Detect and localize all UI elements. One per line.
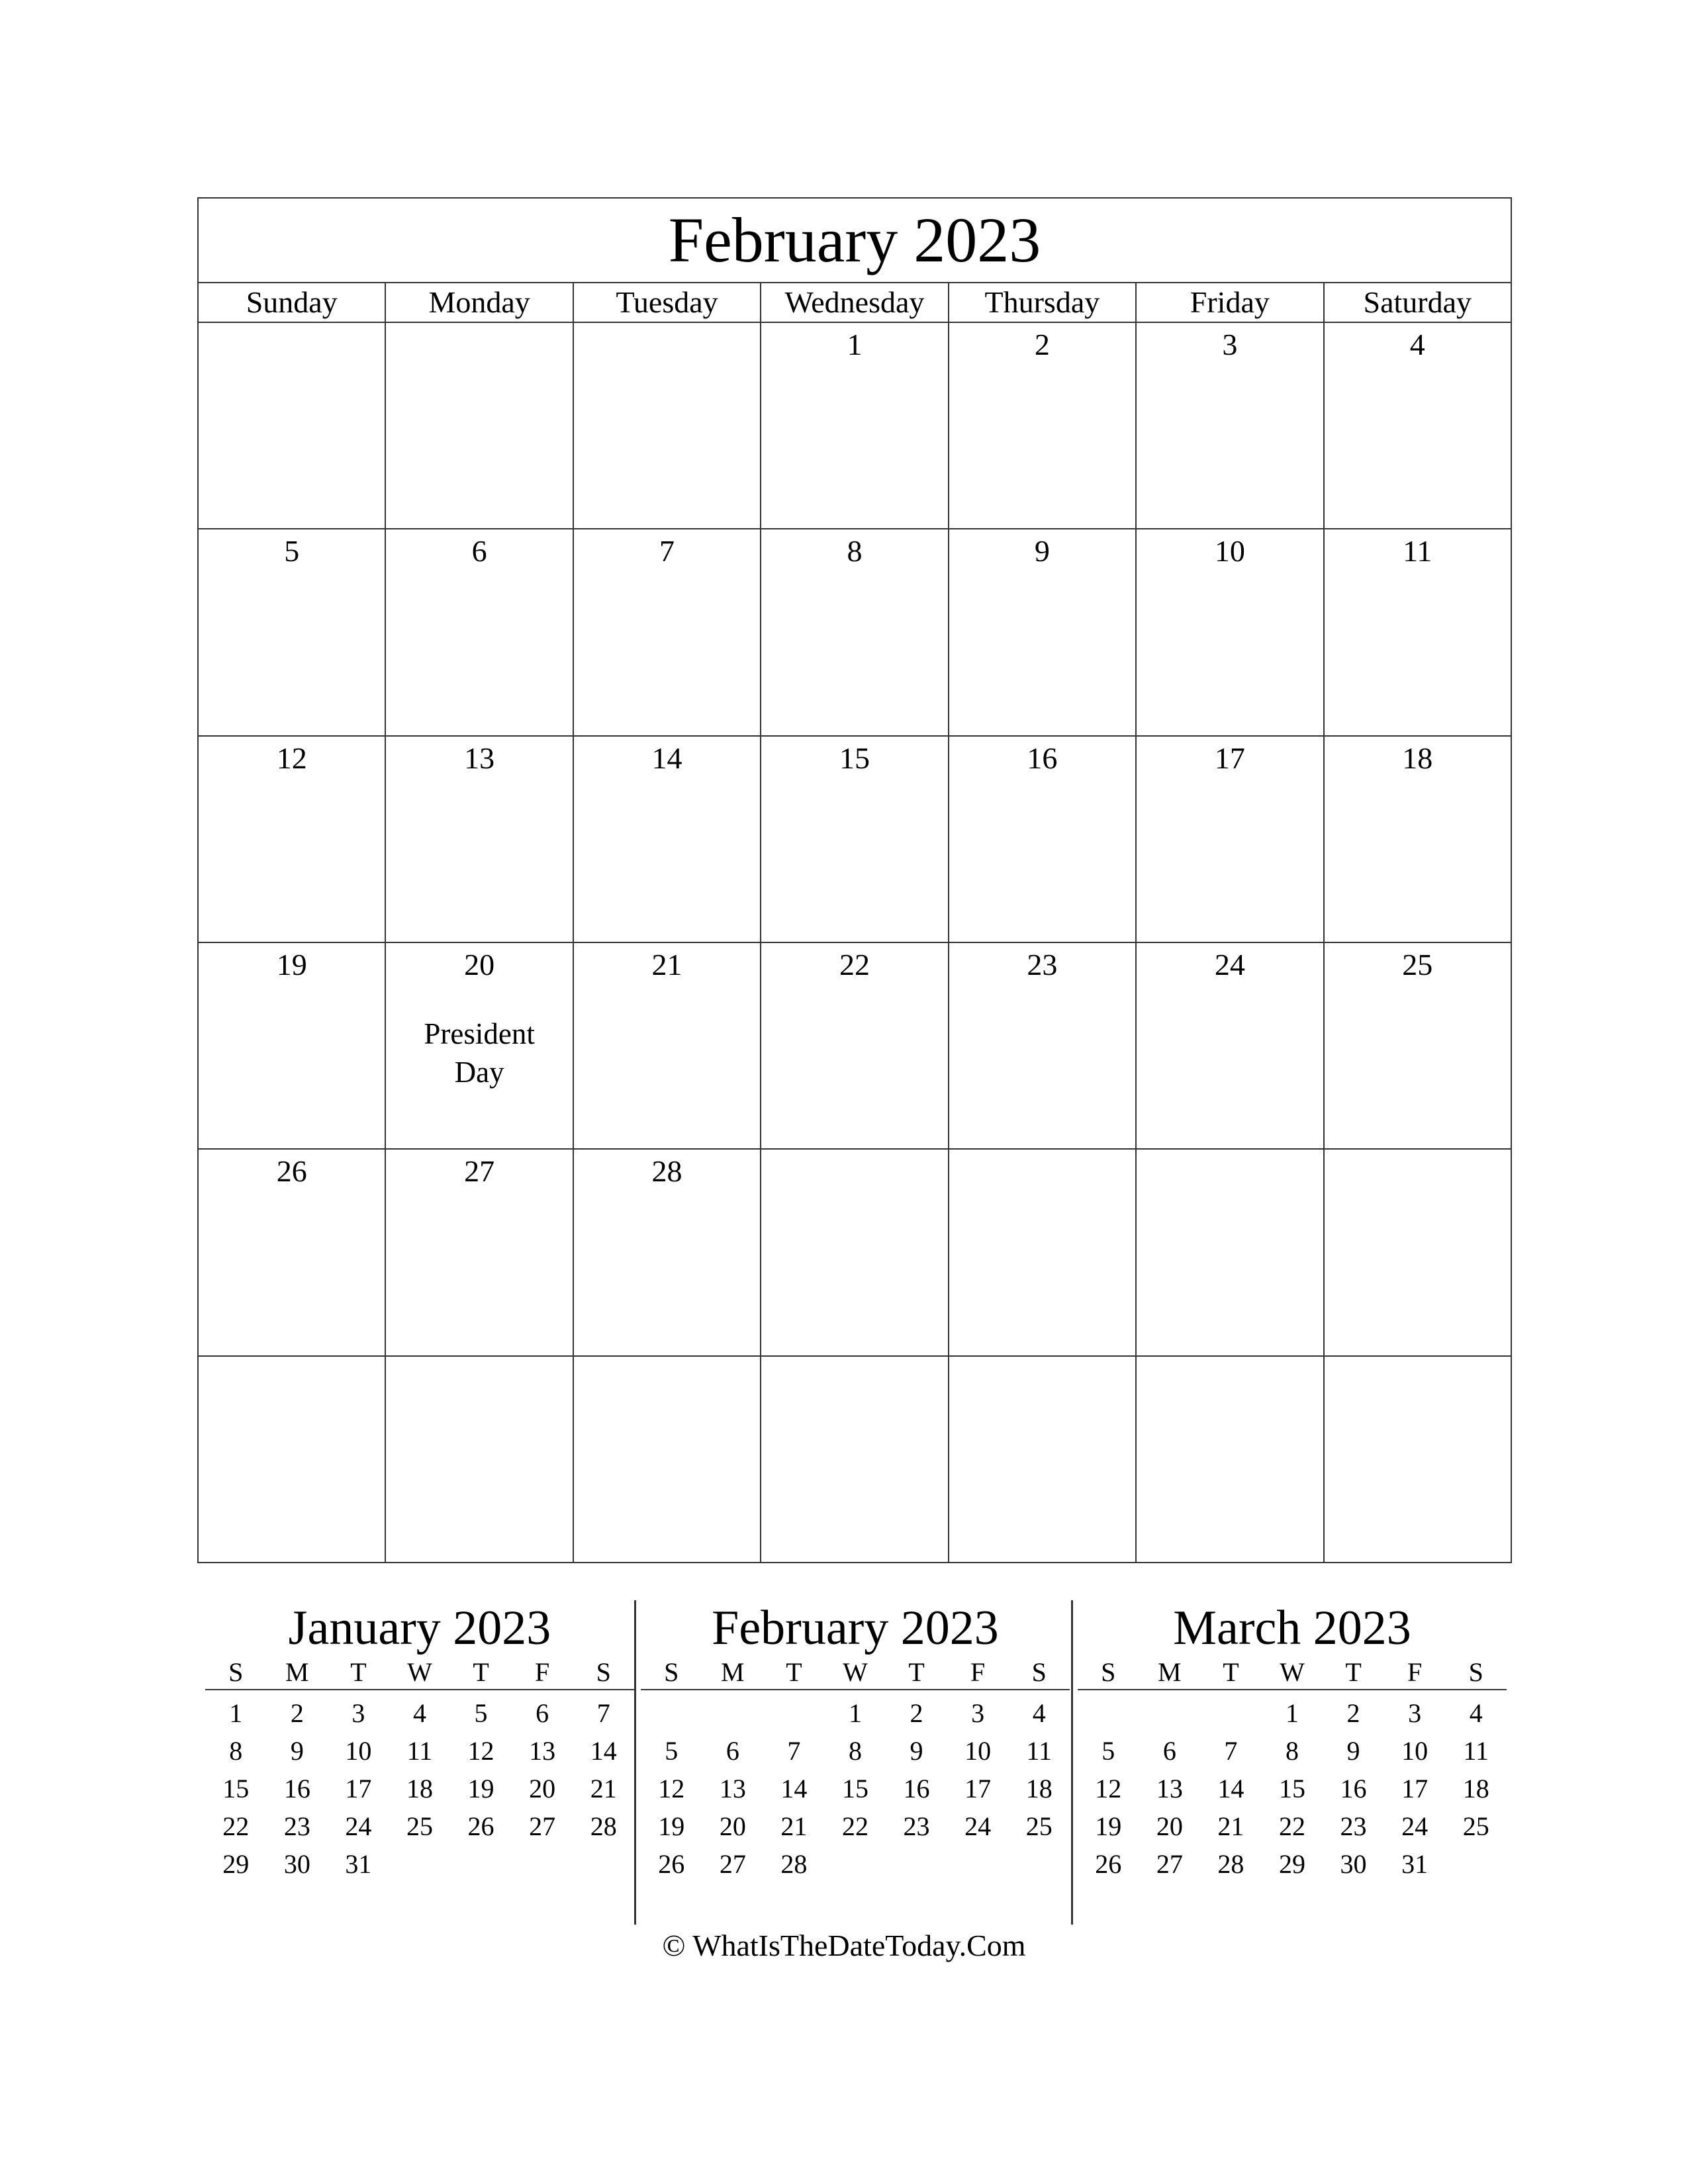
day-cell [198, 529, 385, 735]
mini-weekday-row [1078, 1656, 1507, 1690]
day-cell [1136, 529, 1323, 735]
mini-day: 26 [1095, 1849, 1122, 1879]
mini-calendar-title: February 2023 [712, 1601, 999, 1655]
calendar-week-row [198, 736, 1511, 942]
day-number: 22 [839, 947, 870, 981]
day-cell [761, 1149, 948, 1355]
mini-weekday-row [641, 1656, 1070, 1690]
mini-day: 12 [467, 1736, 494, 1766]
mini-day: 6 [726, 1736, 739, 1766]
mini-day: 20 [529, 1774, 556, 1803]
mini-day: 25 [1462, 1811, 1489, 1841]
day-number [574, 1357, 760, 1363]
mini-day [886, 1845, 947, 1883]
weekday-header: Friday [1136, 283, 1323, 322]
weekday-header: Sunday [198, 283, 385, 322]
day-number: 8 [847, 534, 863, 569]
mini-day: 25 [406, 1811, 433, 1841]
day-number [949, 1150, 1135, 1156]
mini-day: 22 [222, 1811, 250, 1841]
mini-week-row [1078, 1690, 1507, 1732]
mini-week-row [641, 1770, 1070, 1807]
day-number: 4 [1409, 328, 1425, 361]
day-cell [385, 529, 573, 735]
mini-calendar-grid [205, 1656, 634, 1883]
mini-day: 19 [1095, 1811, 1122, 1841]
mini-day: 9 [290, 1736, 304, 1766]
day-cell [573, 1149, 761, 1355]
day-cell [1136, 322, 1323, 529]
mini-day: 10 [964, 1736, 992, 1766]
day-cell [198, 1356, 385, 1563]
mini-weekday-header: W [389, 1656, 451, 1690]
weekday-header-row [198, 283, 1511, 322]
day-cell [198, 942, 385, 1149]
day-cell [761, 322, 948, 529]
mini-day: 20 [1156, 1811, 1183, 1841]
mini-day: 1 [229, 1698, 243, 1728]
mini-day: 1 [848, 1698, 862, 1728]
mini-day: 17 [345, 1774, 372, 1803]
mini-calendar-february [641, 1600, 1070, 1883]
mini-weekday-header: W [1262, 1656, 1323, 1690]
day-cell [1324, 1149, 1511, 1355]
mini-day: 26 [467, 1811, 494, 1841]
mini-day: 17 [964, 1774, 992, 1803]
day-number: 19 [276, 947, 307, 981]
mini-day: 6 [1162, 1736, 1176, 1766]
day-cell [761, 1356, 948, 1563]
mini-weekday-header: T [886, 1656, 947, 1690]
calendar-week-row [198, 942, 1511, 1149]
weekday-header: Monday [385, 283, 573, 322]
day-number [199, 1357, 385, 1363]
mini-day: 8 [848, 1736, 862, 1766]
mini-weekday-header: S [641, 1656, 702, 1690]
mini-day: 31 [345, 1849, 372, 1879]
mini-weekday-header: T [450, 1656, 512, 1690]
calendar-week-row [198, 1149, 1511, 1355]
mini-weekday-row [205, 1656, 634, 1690]
mini-day: 10 [1401, 1736, 1429, 1766]
mini-day: 7 [1224, 1736, 1238, 1766]
mini-day: 5 [1102, 1736, 1115, 1766]
mini-weekday-header: S [1445, 1656, 1507, 1690]
day-cell [949, 736, 1136, 942]
calendar-week-row [198, 322, 1511, 529]
day-number [199, 323, 385, 330]
mini-day: 4 [412, 1698, 426, 1728]
mini-day: 28 [780, 1849, 808, 1879]
day-number: 7 [659, 534, 675, 569]
mini-day: 13 [719, 1774, 746, 1803]
holiday-label-line: Day [454, 1055, 504, 1089]
mini-week-row [1078, 1845, 1507, 1883]
day-number: 28 [651, 1154, 682, 1189]
day-number [1137, 1150, 1323, 1156]
mini-day: 29 [222, 1849, 250, 1879]
day-cell [1324, 1356, 1511, 1563]
weekday-header: Saturday [1324, 283, 1511, 322]
mini-day: 5 [665, 1736, 679, 1766]
weekday-header: Wednesday [761, 283, 948, 322]
mini-day: 9 [1346, 1736, 1360, 1766]
mini-weekday-header: S [205, 1656, 267, 1690]
mini-day [1139, 1690, 1201, 1732]
mini-calendar-title: March 2023 [1173, 1601, 1411, 1655]
mini-day [763, 1690, 825, 1732]
mini-day: 28 [590, 1811, 617, 1841]
mini-calendar-title: January 2023 [288, 1601, 551, 1655]
day-number: 10 [1214, 534, 1245, 569]
day-cell [1136, 736, 1323, 942]
mini-weekday-header: T [328, 1656, 389, 1690]
mini-day: 18 [1025, 1774, 1053, 1803]
day-number: 12 [276, 741, 307, 775]
day-cell [1324, 322, 1511, 529]
mini-day: 5 [474, 1698, 488, 1728]
day-cell [385, 736, 573, 942]
mini-weekday-header: S [1008, 1656, 1070, 1690]
mini-day [450, 1845, 512, 1883]
mini-week-row [205, 1770, 634, 1807]
day-cell [198, 1149, 385, 1355]
day-number: 20 [464, 947, 495, 981]
mini-day: 16 [283, 1774, 310, 1803]
day-number: 6 [471, 534, 487, 569]
mini-day [1200, 1690, 1262, 1732]
mini-day: 14 [1217, 1774, 1244, 1803]
mini-day: 28 [1217, 1849, 1244, 1879]
mini-weekday-header: T [1200, 1656, 1262, 1690]
mini-week-row [641, 1690, 1070, 1732]
mini-day: 15 [1278, 1774, 1305, 1803]
mini-day: 24 [964, 1811, 992, 1841]
day-number: 14 [651, 741, 682, 775]
mini-day: 12 [658, 1774, 685, 1803]
mini-day: 18 [1462, 1774, 1489, 1803]
day-cell [1136, 942, 1323, 1149]
mini-day [389, 1845, 451, 1883]
mini-day: 27 [719, 1849, 746, 1879]
mini-day: 15 [841, 1774, 868, 1803]
mini-day: 1 [1285, 1698, 1299, 1728]
day-cell [1136, 1356, 1323, 1563]
mini-day: 4 [1469, 1698, 1483, 1728]
mini-weekday-header: T [763, 1656, 825, 1690]
day-number: 2 [1034, 328, 1050, 361]
day-cell [573, 529, 761, 735]
day-number: 1 [847, 328, 863, 361]
column-divider [1071, 1600, 1073, 1925]
mini-day: 21 [780, 1811, 808, 1841]
day-number: 26 [276, 1154, 307, 1189]
mini-day: 21 [590, 1774, 617, 1803]
day-number: 24 [1214, 947, 1245, 981]
mini-calendar-march [1078, 1600, 1507, 1883]
mini-day: 25 [1025, 1811, 1053, 1841]
mini-day: 13 [1156, 1774, 1183, 1803]
mini-day: 12 [1095, 1774, 1122, 1803]
mini-day: 26 [658, 1849, 685, 1879]
mini-weekday-header: F [1384, 1656, 1446, 1690]
mini-weekday-header: F [512, 1656, 573, 1690]
mini-weekday-header: M [1139, 1656, 1201, 1690]
mini-day: 24 [1401, 1811, 1429, 1841]
day-number [1325, 1150, 1511, 1156]
mini-day: 22 [1278, 1811, 1305, 1841]
mini-day: 19 [658, 1811, 685, 1841]
calendar-grid [198, 322, 1511, 1563]
day-cell [573, 942, 761, 1149]
mini-weekday-header: S [573, 1656, 634, 1690]
mini-weekday-header: T [1323, 1656, 1384, 1690]
day-number: 21 [651, 947, 682, 981]
mini-week-row [641, 1807, 1070, 1845]
day-cell [1324, 529, 1511, 735]
day-number: 25 [1402, 947, 1433, 981]
day-number: 9 [1034, 534, 1050, 569]
mini-day: 4 [1032, 1698, 1046, 1728]
mini-day [825, 1845, 886, 1883]
mini-day: 14 [780, 1774, 808, 1803]
day-number: 15 [839, 741, 870, 775]
mini-day: 16 [903, 1774, 930, 1803]
mini-day: 7 [787, 1736, 801, 1766]
mini-day: 13 [529, 1736, 556, 1766]
holiday-label-line: President [424, 1017, 535, 1050]
day-number: 18 [1402, 741, 1433, 775]
mini-day: 11 [406, 1736, 433, 1766]
day-cell [385, 1149, 573, 1355]
mini-day: 27 [529, 1811, 556, 1841]
mini-day: 2 [290, 1698, 304, 1728]
mini-day: 23 [903, 1811, 930, 1841]
copyright-footer: © WhatIsTheDateToday.Com [662, 1929, 1026, 1962]
mini-day: 24 [345, 1811, 372, 1841]
day-number [574, 323, 760, 330]
mini-day: 8 [1285, 1736, 1299, 1766]
mini-day [1078, 1690, 1139, 1732]
day-cell [949, 1149, 1136, 1355]
day-cell [573, 1356, 761, 1563]
day-cell [385, 1356, 573, 1563]
mini-calendar-january [205, 1600, 634, 1883]
mini-day [1445, 1845, 1507, 1883]
mini-week-row [205, 1690, 634, 1732]
mini-day: 23 [1340, 1811, 1367, 1841]
day-cell [1324, 942, 1511, 1149]
day-cell [761, 736, 948, 942]
mini-day: 18 [406, 1774, 433, 1803]
mini-day: 10 [345, 1736, 372, 1766]
day-cell [761, 529, 948, 735]
day-number: 13 [464, 741, 495, 775]
day-number [386, 1357, 572, 1363]
mini-day: 7 [596, 1698, 610, 1728]
mini-day: 3 [971, 1698, 985, 1728]
mini-day: 20 [719, 1811, 746, 1841]
mini-day: 30 [283, 1849, 310, 1879]
day-number: 5 [284, 534, 300, 569]
day-number: 3 [1222, 328, 1238, 361]
day-number [1325, 1357, 1511, 1363]
mini-week-row [205, 1807, 634, 1845]
mini-day: 6 [536, 1698, 549, 1728]
mini-weekday-header: M [267, 1656, 328, 1690]
mini-week-row [641, 1845, 1070, 1883]
mini-day: 21 [1217, 1811, 1244, 1841]
column-divider [634, 1600, 636, 1925]
calendar-week-row [198, 529, 1511, 735]
day-number: 27 [464, 1154, 495, 1189]
mini-week-row [1078, 1732, 1507, 1770]
mini-day [573, 1845, 634, 1883]
day-number [761, 1357, 947, 1363]
mini-week-row [1078, 1807, 1507, 1845]
day-cell [573, 322, 761, 529]
day-number: 16 [1027, 741, 1058, 775]
mini-weekday-header: W [825, 1656, 886, 1690]
mini-day [512, 1845, 573, 1883]
mini-day: 15 [222, 1774, 250, 1803]
mini-day: 9 [910, 1736, 923, 1766]
mini-day: 8 [229, 1736, 243, 1766]
mini-day: 30 [1340, 1849, 1367, 1879]
day-cell [761, 942, 948, 1149]
mini-day: 3 [352, 1698, 365, 1728]
weekday-header: Tuesday [573, 283, 761, 322]
mini-weekday-header: S [1078, 1656, 1139, 1690]
mini-day: 11 [1463, 1736, 1489, 1766]
mini-day: 16 [1340, 1774, 1367, 1803]
day-number [386, 323, 572, 330]
day-number [1137, 1357, 1323, 1363]
mini-day [702, 1690, 764, 1732]
mini-day: 29 [1278, 1849, 1305, 1879]
calendar-week-row [198, 1356, 1511, 1563]
mini-weekday-header: F [947, 1656, 1009, 1690]
mini-day: 3 [1408, 1698, 1422, 1728]
main-calendar [197, 197, 1512, 1563]
day-cell [949, 942, 1136, 1149]
mini-week-row [205, 1732, 634, 1770]
mini-day: 31 [1401, 1849, 1429, 1879]
mini-day [947, 1845, 1009, 1883]
day-cell [573, 736, 761, 942]
day-cell [385, 942, 573, 1149]
mini-day: 22 [841, 1811, 868, 1841]
day-number [949, 1357, 1135, 1363]
day-cell [198, 736, 385, 942]
mini-weekday-header: M [702, 1656, 764, 1690]
mini-day: 19 [467, 1774, 494, 1803]
mini-week-row [205, 1845, 634, 1883]
mini-day: 27 [1156, 1849, 1183, 1879]
mini-calendar-grid [1078, 1656, 1507, 1883]
day-cell [1324, 736, 1511, 942]
calendar-title: February 2023 [198, 198, 1511, 283]
mini-day [1008, 1845, 1070, 1883]
day-cell [385, 322, 573, 529]
mini-calendar-grid [641, 1656, 1070, 1883]
holiday-label [386, 1015, 572, 1091]
day-number: 23 [1027, 947, 1058, 981]
mini-day: 2 [910, 1698, 923, 1728]
weekday-header: Thursday [949, 283, 1136, 322]
day-number: 17 [1214, 741, 1245, 775]
mini-day: 14 [590, 1736, 617, 1766]
mini-week-row [1078, 1770, 1507, 1807]
day-cell [949, 529, 1136, 735]
mini-day [641, 1690, 702, 1732]
day-cell [949, 1356, 1136, 1563]
mini-day: 2 [1346, 1698, 1360, 1728]
mini-week-row [641, 1732, 1070, 1770]
day-number: 11 [1403, 534, 1432, 569]
mini-day: 23 [283, 1811, 310, 1841]
day-cell [1136, 1149, 1323, 1355]
day-cell [198, 322, 385, 529]
day-number [761, 1150, 947, 1156]
mini-day: 17 [1401, 1774, 1429, 1803]
mini-day: 11 [1026, 1736, 1052, 1766]
day-cell [949, 322, 1136, 529]
